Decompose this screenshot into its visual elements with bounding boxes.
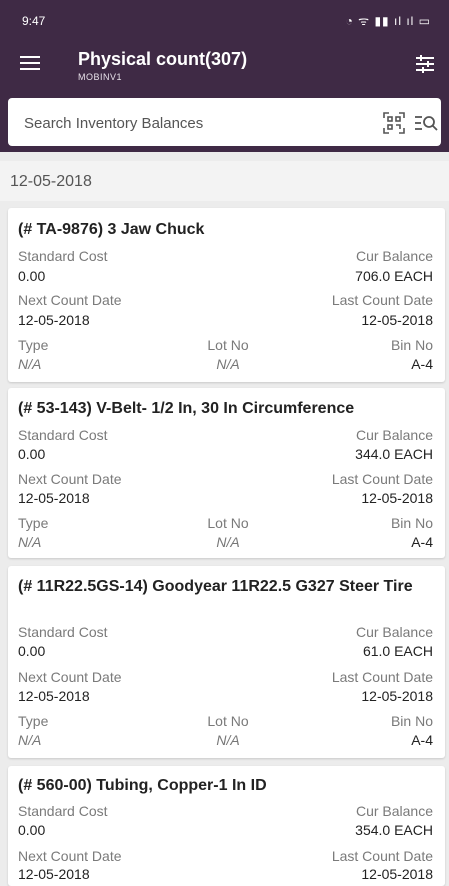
last-count-date-label: Last Count Date bbox=[331, 292, 433, 308]
page-subtitle: MOBINV1 bbox=[78, 72, 123, 82]
standard-cost-label: Standard Cost bbox=[18, 803, 108, 819]
item-title: (# 53-143) V-Belt- 1/2 In, 30 In Circumference bbox=[18, 400, 355, 417]
cur-balance-value: 344.0 EACH bbox=[355, 446, 433, 462]
bin-no-value: A-4 bbox=[411, 732, 433, 748]
next-count-date-label: Next Count Date bbox=[18, 292, 122, 308]
next-count-date-value: 12-05-2018 bbox=[18, 688, 90, 704]
last-count-date-value: 12-05-2018 bbox=[361, 490, 433, 506]
bin-no-value: A-4 bbox=[411, 534, 433, 550]
standard-cost-value: 0.00 bbox=[18, 822, 46, 838]
list-search-icon[interactable] bbox=[414, 112, 438, 134]
lot-no-value: N/A bbox=[216, 732, 240, 748]
cur-balance-label: Cur Balance bbox=[355, 624, 433, 640]
status-time: 9:47 bbox=[22, 14, 46, 28]
item-title: (# TA-9876) 3 Jaw Chuck bbox=[18, 221, 205, 238]
bin-no-label: Bin No bbox=[390, 515, 433, 531]
bin-no-label: Bin No bbox=[390, 337, 433, 353]
standard-cost-label: Standard Cost bbox=[18, 248, 108, 264]
last-count-date-label: Last Count Date bbox=[331, 848, 433, 864]
lot-no-label: Lot No bbox=[207, 713, 249, 729]
bin-no-label: Bin No bbox=[390, 713, 433, 729]
item-title: (# 560-00) Tubing, Copper-1 In ID bbox=[18, 777, 267, 794]
last-count-date-label: Last Count Date bbox=[331, 471, 433, 487]
search-input[interactable] bbox=[22, 110, 356, 136]
next-count-date-value: 12-05-2018 bbox=[18, 866, 90, 882]
inventory-card[interactable] bbox=[8, 208, 445, 382]
lot-no-label: Lot No bbox=[207, 337, 249, 353]
cur-balance-label: Cur Balance bbox=[355, 803, 433, 819]
inventory-card[interactable] bbox=[8, 766, 445, 886]
type-label: Type bbox=[18, 337, 49, 353]
page-title: Physical count(307) bbox=[78, 49, 248, 69]
cur-balance-value: 61.0 EACH bbox=[362, 643, 433, 659]
qr-scan-icon[interactable] bbox=[383, 112, 405, 134]
next-count-date-label: Next Count Date bbox=[18, 471, 122, 487]
standard-cost-label: Standard Cost bbox=[18, 624, 108, 640]
last-count-date-value: 12-05-2018 bbox=[361, 312, 433, 328]
last-count-date-label: Last Count Date bbox=[331, 669, 433, 685]
bin-no-value: A-4 bbox=[411, 356, 433, 372]
standard-cost-label: Standard Cost bbox=[18, 427, 108, 443]
next-count-date-label: Next Count Date bbox=[18, 848, 122, 864]
last-count-date-value: 12-05-2018 bbox=[361, 866, 433, 882]
inventory-card[interactable] bbox=[8, 566, 445, 758]
next-count-date-label: Next Count Date bbox=[18, 669, 122, 685]
filter-sliders-icon[interactable] bbox=[413, 52, 437, 76]
inventory-card[interactable] bbox=[8, 388, 445, 558]
next-count-date-value: 12-05-2018 bbox=[18, 312, 90, 328]
date-group-header bbox=[0, 161, 449, 201]
standard-cost-value: 0.00 bbox=[18, 643, 46, 659]
type-label: Type bbox=[18, 713, 49, 729]
lot-no-value: N/A bbox=[216, 356, 240, 372]
search-bar bbox=[8, 98, 441, 146]
type-value: N/A bbox=[18, 732, 42, 748]
last-count-date-value: 12-05-2018 bbox=[361, 688, 433, 704]
standard-cost-value: 0.00 bbox=[18, 268, 46, 284]
status-icons: ◔ ᯤ ▮▮ ıl ıl ▭ bbox=[345, 14, 431, 28]
app-bar bbox=[0, 0, 449, 152]
type-label: Type bbox=[18, 515, 49, 531]
type-value: N/A bbox=[18, 356, 42, 372]
menu-icon[interactable] bbox=[18, 52, 44, 76]
lot-no-label: Lot No bbox=[207, 515, 249, 531]
type-value: N/A bbox=[18, 534, 42, 550]
standard-cost-value: 0.00 bbox=[18, 446, 46, 462]
cur-balance-value: 354.0 EACH bbox=[355, 822, 433, 838]
cur-balance-label: Cur Balance bbox=[355, 427, 433, 443]
next-count-date-value: 12-05-2018 bbox=[18, 490, 90, 506]
status-bar bbox=[0, 0, 449, 40]
cur-balance-label: Cur Balance bbox=[355, 248, 433, 264]
date-header-text: 12-05-2018 bbox=[10, 173, 92, 190]
item-title: (# 11R22.5GS-14) Goodyear 11R22.5 G327 Steer Tire bbox=[18, 578, 413, 595]
cur-balance-value: 706.0 EACH bbox=[355, 268, 433, 284]
lot-no-value: N/A bbox=[216, 534, 240, 550]
